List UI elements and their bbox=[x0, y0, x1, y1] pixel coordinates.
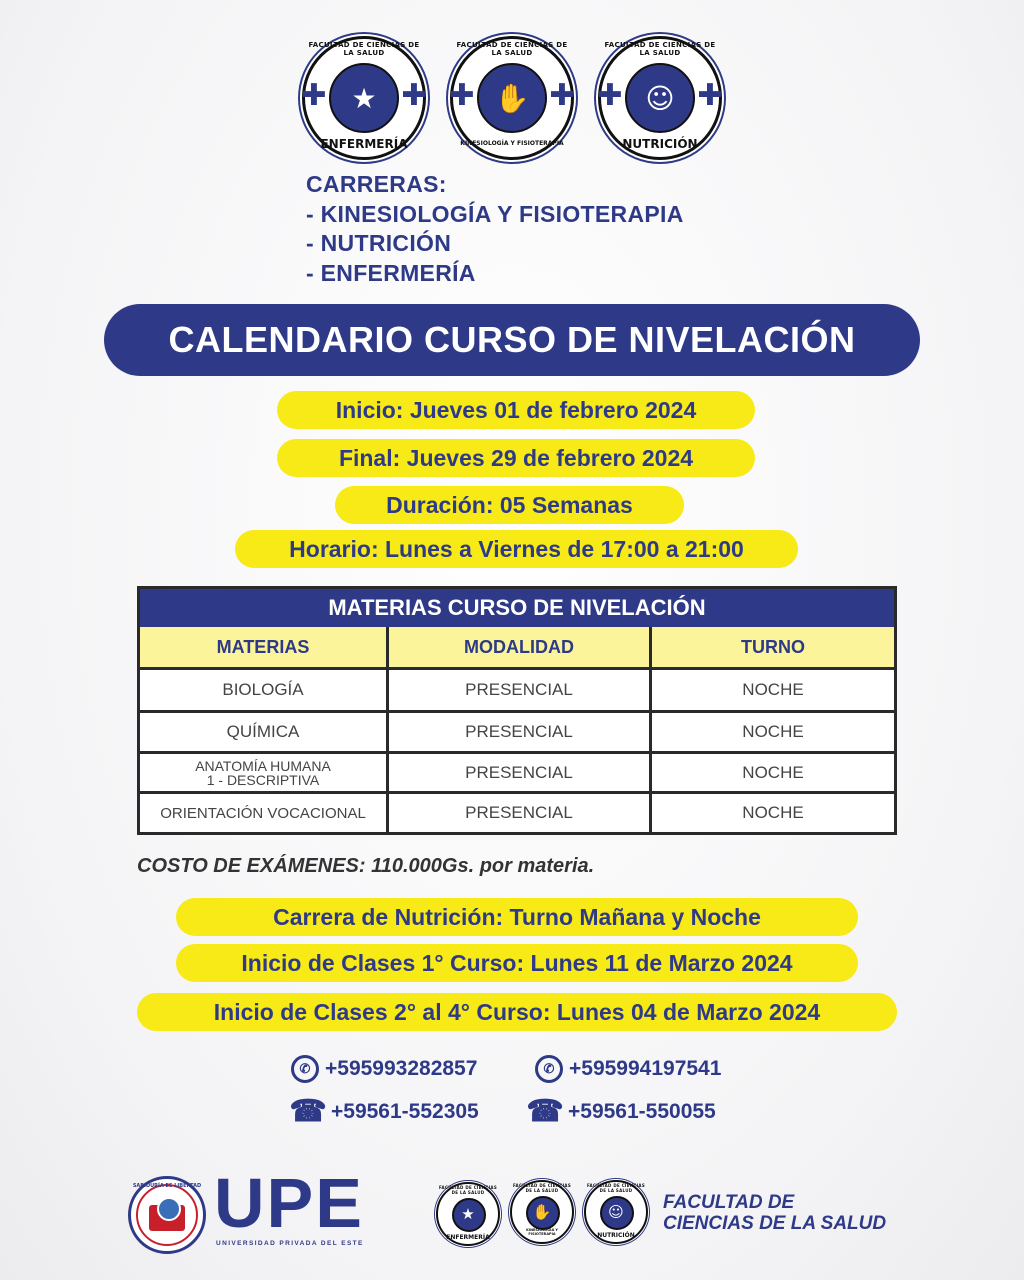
horario-pill: Horario: Lunes a Viernes de 17:00 a 21:00 bbox=[235, 530, 798, 568]
whatsapp-icon: ✆ bbox=[291, 1055, 319, 1083]
final-pill: Final: Jueves 29 de febrero 2024 bbox=[277, 439, 755, 477]
cross-icon: ✚ bbox=[449, 78, 475, 113]
logo-kinesiologia bbox=[450, 36, 574, 160]
faculty-line-1: FACULTAD DE bbox=[663, 1192, 795, 1213]
logo-top-text: FACULTAD DE CIENCIAS DE LA SALUD bbox=[586, 1183, 645, 1193]
carrera-item: - NUTRICIÓN bbox=[306, 230, 452, 256]
whatsapp-contact-1[interactable] bbox=[291, 1055, 477, 1083]
table-cell-modalidad: PRESENCIAL bbox=[389, 794, 652, 832]
logo-bottom-text: KINESIOLOGÍA Y FISIOTERAPIA bbox=[526, 1228, 558, 1236]
table-cell-materia: ORIENTACIÓN VOCACIONAL bbox=[140, 794, 389, 832]
whatsapp-contact-2[interactable] bbox=[535, 1055, 721, 1083]
footer-logo-nutricion bbox=[584, 1180, 648, 1244]
table-cell-turno: NOCHE bbox=[652, 713, 894, 754]
cross-icon: ✚ bbox=[697, 78, 723, 113]
cross-icon: ✚ bbox=[597, 78, 623, 113]
table-cell-modalidad: PRESENCIAL bbox=[389, 754, 652, 794]
cross-icon: ✚ bbox=[549, 78, 575, 113]
logo-bottom-text: ENFERMERÍA bbox=[320, 137, 408, 151]
duracion-pill: Duración: 05 Semanas bbox=[335, 486, 684, 524]
table-cell-modalidad: PRESENCIAL bbox=[389, 670, 652, 713]
table-cell-turno: NOCHE bbox=[652, 670, 894, 713]
logo-enfermeria bbox=[302, 36, 426, 160]
table-title: MATERIAS CURSO DE NIVELACIÓN bbox=[140, 589, 894, 627]
phone-icon: ☎ bbox=[526, 1095, 564, 1128]
col-header-turno: TURNO bbox=[652, 627, 894, 670]
carrera-item: - KINESIOLOGÍA Y FISIOTERAPIA bbox=[306, 200, 684, 227]
faculty-line-2: CIENCIAS DE LA SALUD bbox=[663, 1213, 887, 1234]
inicio-pill: Inicio: Jueves 01 de febrero 2024 bbox=[277, 391, 755, 429]
whatsapp-number: +595994197541 bbox=[569, 1057, 722, 1080]
logo-bottom-text: NUTRICIÓN bbox=[597, 1232, 635, 1239]
lamp-star-icon: ★ bbox=[461, 1205, 475, 1223]
table-cell-modalidad: PRESENCIAL bbox=[389, 713, 652, 754]
phone-contact-1[interactable] bbox=[291, 1097, 479, 1127]
footer-logo-enfermeria bbox=[436, 1182, 500, 1246]
whatsapp-icon: ✆ bbox=[535, 1055, 563, 1083]
table-cell-turno: NOCHE bbox=[652, 754, 894, 794]
table-cell-materia: BIOLOGÍA bbox=[140, 670, 389, 713]
logo-top-text: FACULTAD DE CIENCIAS DE LA SALUD bbox=[438, 1185, 497, 1195]
materias-table bbox=[137, 586, 897, 835]
phone-contact-2[interactable] bbox=[528, 1097, 716, 1127]
hands-massage-icon: ✋ bbox=[494, 81, 530, 115]
lamp-star-icon: ★ bbox=[351, 81, 377, 115]
cross-icon: ✚ bbox=[301, 78, 327, 113]
logo-top-text: FACULTAD DE CIENCIAS DE LA SALUD bbox=[512, 1183, 571, 1193]
cross-icon: ✚ bbox=[401, 78, 427, 113]
nutricion-pill: Carrera de Nutrición: Turno Mañana y Noche bbox=[176, 898, 858, 936]
upe-seal-logo bbox=[128, 1176, 206, 1254]
page-title: CALENDARIO CURSO DE NIVELACIÓN bbox=[104, 304, 920, 376]
costo-examenes: COSTO DE EXÁMENES: 110.000Gs. por materia. bbox=[137, 855, 595, 877]
table-cell-turno: NOCHE bbox=[742, 803, 804, 822]
carrera-item: - ENFERMERÍA bbox=[306, 259, 476, 286]
logo-top-text: FACULTAD DE CIENCIAS DE LA SALUD bbox=[604, 41, 716, 57]
logo-top-text: FACULTAD DE CIENCIAS DE LA SALUD bbox=[456, 41, 568, 57]
logo-nutricion bbox=[598, 36, 722, 160]
logo-bottom-text: KINESIOLOGÍA Y FISIOTERAPIA bbox=[460, 140, 564, 147]
col-header-modalidad: MODALIDAD bbox=[389, 627, 652, 670]
col-header-materias: MATERIAS bbox=[140, 627, 389, 670]
carreras-list bbox=[306, 170, 684, 288]
upe-wordmark: UPE bbox=[214, 1164, 364, 1242]
phone-number: +59561-550055 bbox=[568, 1100, 716, 1123]
upe-full-name: UNIVERSIDAD PRIVADA DEL ESTE bbox=[216, 1240, 364, 1247]
upe-seal-text: SABIDURÍA ES LIBERTAD bbox=[132, 1183, 202, 1189]
globe-icon bbox=[157, 1197, 181, 1221]
logo-top-text: FACULTAD DE CIENCIAS DE LA SALUD bbox=[308, 41, 420, 57]
logo-bottom-text: ENFERMERÍA bbox=[446, 1234, 490, 1241]
logo-bottom-text: NUTRICIÓN bbox=[622, 137, 698, 151]
inicio-otros-cursos-pill: Inicio de Clases 2° al 4° Curso: Lunes 04 de Marzo 2024 bbox=[137, 993, 897, 1031]
phone-number: +59561-552305 bbox=[331, 1100, 479, 1123]
whatsapp-number: +595993282857 bbox=[325, 1057, 478, 1080]
table-cell-materia: ANATOMÍA HUMANA 1 - DESCRIPTIVA bbox=[140, 754, 389, 794]
inicio-primer-curso-pill: Inicio de Clases 1° Curso: Lunes 11 de Marzo 2024 bbox=[176, 944, 858, 982]
person-leaf-icon: ☺ bbox=[645, 81, 675, 115]
phone-icon: ☎ bbox=[289, 1095, 327, 1128]
table-cell-materia: QUÍMICA bbox=[140, 713, 389, 754]
person-leaf-icon: ☺ bbox=[608, 1203, 624, 1221]
faculty-name bbox=[663, 1192, 886, 1234]
hands-massage-icon: ✋ bbox=[532, 1203, 552, 1221]
carreras-heading: CARRERAS: bbox=[306, 171, 447, 197]
footer-logo-kinesiologia bbox=[510, 1180, 574, 1244]
